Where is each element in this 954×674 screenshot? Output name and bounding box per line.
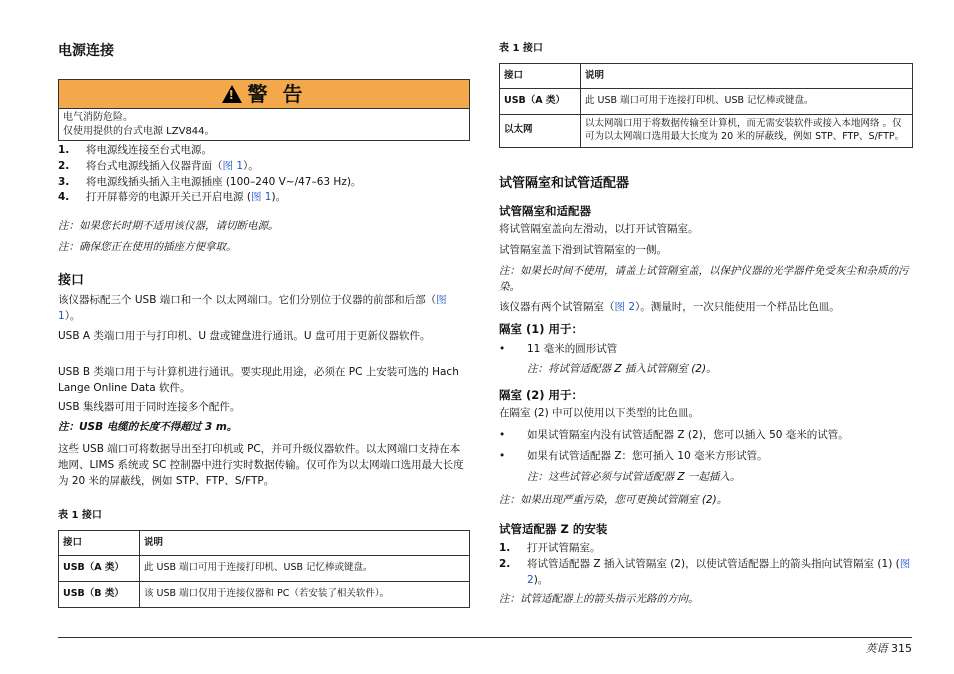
note: 注：试管适配器上的箭头指示光路的方向。 — [499, 593, 699, 605]
paragraph: 这些 USB 端口可将数据导出至打印机或 PC，并可升级仪器软件。以太网端口支持在本地网、LIMS 系统或 SC 控制器中进行实时数据传输。仅可作为以太网端口选用最大长度为 20 米的屏蔽线，例如 STP、FTP、S/FTP。 — [58, 443, 464, 487]
warning-line-2: 仅使用提供的台式电源 LZV844。 — [63, 125, 215, 137]
warning-line-1: 电气消防危险。 — [63, 112, 133, 123]
paragraph: 将试管隔室盖向左滑动，以打开试管隔室。 — [499, 223, 699, 235]
list-item: • 如果有试管适配器 Z：您可插入 10 毫米方形试管。 — [499, 450, 768, 462]
subsection-title: 隔室 (1) 用于： — [499, 322, 584, 336]
table-caption: 表 1 接口 — [58, 510, 102, 521]
figure-link[interactable]: 图 1 — [250, 191, 272, 204]
power-steps — [58, 143, 470, 206]
page-number: 315 — [891, 642, 912, 655]
paragraph: 试管隔室盖下滑到试管隔室的一侧。 — [499, 244, 667, 256]
footer-divider — [58, 637, 912, 638]
subsection-title: 试管适配器 Z 的安装 — [499, 522, 608, 536]
subsection-title: 试管隔室和适配器 — [499, 204, 591, 218]
figure-link[interactable]: 图 1 — [222, 159, 244, 172]
ports-table-right: 接口 说明 USB（A 类） 此 USB 端口可用于连接打印机、USB 记忆棒或键盘。 以太网 以太网端口用于将数据传输至计算机，而无需安装软件或接入本地网络 。仅可为以太网端口选用最大长度为 20 米的屏蔽线，例如 STP、FTP、S/FTP。 — [499, 63, 913, 148]
section-title-power: 电源连接 — [58, 43, 114, 59]
note: 注：如果长时间不使用，请盖上试管隔室盖，以保护仪器的光学器件免受灰尘和杂质的污染。 — [499, 265, 909, 293]
figure-link[interactable]: 图 2 — [527, 557, 911, 586]
warning-header — [59, 80, 469, 109]
note: 注：USB 电缆的长度不得超过 3 m。 — [58, 421, 238, 433]
paragraph: USB A 类端口用于与打印机、U 盘或键盘进行通讯。U 盘可用于更新仪器软件。 — [58, 330, 431, 342]
footer-language: 英语 — [865, 642, 888, 655]
install-steps — [499, 541, 913, 588]
table-row: USB（A 类） 此 USB 端口可用于连接打印机、USB 记忆棒或键盘。 — [59, 556, 470, 582]
paragraph: 在隔室 (2) 中可以使用以下类型的比色皿。 — [499, 407, 700, 419]
note: 注：如果出现严重污染，您可更换试管隔室 (2)。 — [499, 494, 728, 506]
paragraph: 该仪器有两个试管隔室（图 2）。测量时，一次只能使用一个样品比色皿。 — [499, 301, 840, 313]
warning-triangle-icon: ! — [222, 85, 242, 103]
list-item: • 11 毫米的圆形试管 — [499, 343, 618, 355]
warning-title: 警 告 — [247, 82, 307, 106]
paragraph: USB 集线器可用于同时连接多个配件。 — [58, 401, 241, 413]
warning-box — [58, 79, 470, 141]
list-item: 2. 将台式电源线插入仪器背面（图 1）。 — [58, 159, 259, 172]
list-item: 1. 将电源线连接至台式电源。 — [58, 144, 212, 156]
table-caption: 表 1 接口 — [499, 43, 543, 54]
subsection-title: 隔室 (2) 用于： — [499, 388, 584, 402]
note: 注：将试管适配器 Z 插入试管隔室 (2)。 — [527, 363, 717, 375]
note: 注：确保您正在使用的插座方便拿取。 — [58, 241, 237, 253]
figure-link[interactable]: 图 2 — [614, 301, 636, 313]
note: 注：这些试管必须与试管适配器 Z 一起插入。 — [527, 471, 741, 483]
page-footer — [866, 641, 913, 658]
warning-text — [59, 109, 469, 140]
list-item: 3. 将电源线插头插入主电源插座 (100–240 V~/47–63 Hz)。 — [58, 175, 362, 188]
list-item: 2. 将试管适配器 Z 插入试管隔室 (2)，以使试管适配器上的箭头指向试管隔室 (1) (图 2)。 — [499, 557, 911, 586]
ports-table-left: 接口 说明 USB（A 类） 此 USB 端口可用于连接打印机、USB 记忆棒或键盘。 USB（B 类） 该 USB 端口仅用于连接仪器和 PC（若安装了相关软件）。 — [58, 530, 470, 608]
list-item: • 如果试管隔室内没有试管适配器 Z (2)，您可以插入 50 毫米的试管。 — [499, 429, 849, 441]
section-title-cuvette: 试管隔室和试管适配器 — [499, 176, 630, 191]
paragraph: USB B 类端口用于与计算机进行通讯。要实现此用途，必须在 PC 上安装可选的 Hach Lange Online Data 软件。 — [58, 366, 459, 394]
figure-link[interactable]: 图 1 — [58, 294, 447, 322]
paragraph: 该仪器标配三个 USB 端口和一个 以太网端口。它们分别位于仪器的前部和后部（图 1）。 — [58, 294, 447, 322]
list-item: 4. 打开屏幕旁的电源开关已开启电源 (图 1)。 — [58, 191, 287, 204]
table-row: USB（B 类） 该 USB 端口仅用于连接仪器和 PC（若安装了相关软件）。 — [59, 582, 470, 608]
table-row: USB（A 类） 此 USB 端口可用于连接打印机、USB 记忆棒或键盘。 — [500, 89, 913, 115]
section-title-ports: 接口 — [58, 273, 85, 288]
list-item: 1. 打开试管隔室。 — [499, 542, 601, 554]
note: 注：如果您长时期不适用该仪器，请切断电源。 — [58, 220, 279, 232]
table-row: 以太网 以太网端口用于将数据传输至计算机，而无需安装软件或接入本地网络 。仅可为以太网端口选用最大长度为 20 米的屏蔽线，例如 STP、FTP、S/FTP。 — [500, 115, 913, 148]
